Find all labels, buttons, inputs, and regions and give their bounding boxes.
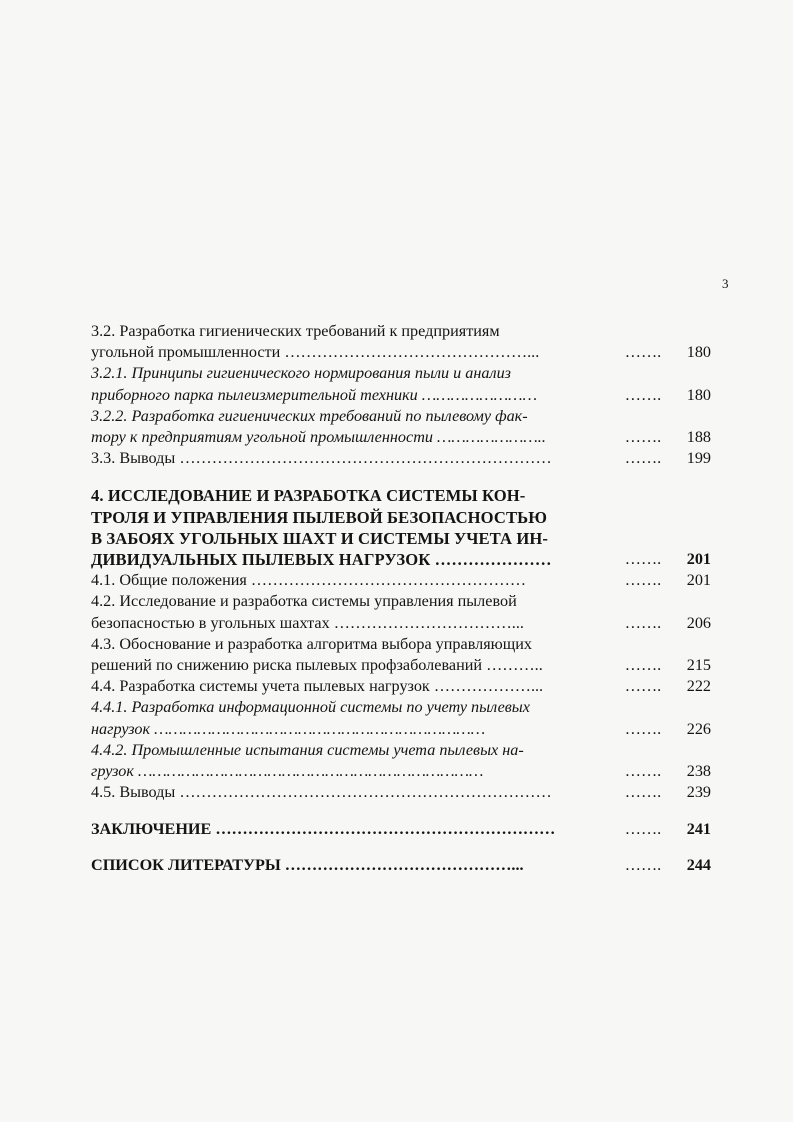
toc-entry-text: 4.4.2. Промышленные испытания системы учета пылевых на- bbox=[91, 740, 524, 759]
toc-leader: ……. bbox=[624, 343, 662, 362]
toc-entry-4-3[interactable] bbox=[91, 634, 711, 676]
toc-entry-text: 3.2.1. Принципы гигиенического нормирования пыли и анализ bbox=[91, 364, 511, 383]
toc-entry-3-2-2[interactable] bbox=[91, 406, 711, 448]
toc-leader: ……. bbox=[624, 571, 662, 590]
toc-leader: ……. bbox=[624, 719, 662, 738]
toc-entry-text: ЗАКЛЮЧЕНИЕ ……………………………………………………… bbox=[91, 820, 556, 839]
toc-page-number: 201 bbox=[686, 550, 711, 569]
toc-entry-4-5[interactable] bbox=[91, 782, 711, 803]
toc-leader: ……. bbox=[624, 550, 662, 569]
toc-entry-3-2[interactable] bbox=[91, 321, 711, 363]
toc-entry-3-3[interactable] bbox=[91, 448, 711, 469]
toc-leader: ……. bbox=[624, 820, 662, 839]
toc-leader: ……. bbox=[624, 855, 662, 874]
toc-entry-references[interactable] bbox=[91, 855, 711, 876]
toc-entry-text: решений по снижению риска пылевых профзаболеваний ……….. bbox=[91, 656, 543, 675]
toc-page-number: 215 bbox=[686, 656, 711, 675]
toc-entry-text: безопасностью в угольных шахтах ……………………………... bbox=[91, 613, 524, 632]
toc-page-number: 226 bbox=[686, 719, 711, 738]
toc-entry-text: 3.2.2. Разработка гигиенических требований по пылевому фак- bbox=[91, 406, 528, 425]
toc-page-number: 201 bbox=[686, 571, 711, 590]
toc-entry-text: 4.4.1. Разработка информационной системы по учету пылевых bbox=[91, 698, 530, 717]
toc-page-number: 206 bbox=[686, 613, 711, 632]
toc-entry-conclusion[interactable] bbox=[91, 819, 711, 840]
toc-entry-3-2-1[interactable] bbox=[91, 363, 711, 405]
toc-entry-text: нагрузок …………………………………………………………… bbox=[91, 719, 486, 738]
toc-page-number: 180 bbox=[686, 385, 711, 404]
toc-page-number: 180 bbox=[686, 343, 711, 362]
toc-page-number: 239 bbox=[686, 783, 711, 802]
toc-page-number: 199 bbox=[686, 449, 711, 468]
toc-entry-text: 4.5. Выводы …………………………………………………………… bbox=[91, 783, 552, 802]
toc-entry-text: 4.3. Обоснование и разработка алгоритма выбора управляющих bbox=[91, 634, 532, 653]
toc-entry-text: ТРОЛЯ И УПРАВЛЕНИЯ ПЫЛЕВОЙ БЕЗОПАСНОСТЬЮ bbox=[91, 507, 547, 527]
toc-leader: ……. bbox=[624, 783, 662, 802]
toc-entry-text: 3.3. Выводы …………………………………………………………… bbox=[91, 449, 552, 468]
toc-entry-4-4-2[interactable] bbox=[91, 740, 711, 782]
toc-entry-text: тору к предприятиям угольной промышленности ………………….. bbox=[91, 428, 546, 447]
toc-page-number: 241 bbox=[686, 820, 711, 839]
toc-entry-text: 4.4. Разработка системы учета пылевых нагрузок ………………... bbox=[91, 677, 544, 696]
toc-leader: ……. bbox=[624, 613, 662, 632]
page-number: 3 bbox=[722, 276, 729, 291]
toc-entry-text: 4. ИССЛЕДОВАНИЕ И РАЗРАБОТКА СИСТЕМЫ КОН- bbox=[91, 486, 526, 506]
toc-entry-text: приборного парка пылеизмерительной техники …………………… bbox=[91, 385, 537, 404]
toc-leader: ……. bbox=[624, 677, 662, 696]
toc-chapter-4[interactable] bbox=[91, 485, 711, 570]
toc-entry-text: 4.2. Исследование и разработка системы управления пылевой bbox=[91, 592, 517, 611]
toc-entry-text: 4.1. Общие положения …………………………………………… bbox=[91, 571, 527, 590]
toc-entry-4-4-1[interactable] bbox=[91, 697, 711, 739]
toc-entry-text: грузок ……………………………………………………………… bbox=[91, 762, 484, 781]
toc-page-number: 222 bbox=[686, 677, 711, 696]
toc-entry-4-2[interactable] bbox=[91, 591, 711, 633]
toc-entry-text: 3.2. Разработка гигиенических требований к предприятиям bbox=[91, 322, 500, 340]
toc-entry-text: угольной промышленности ………………………………………... bbox=[91, 343, 540, 362]
toc-leader: ……. bbox=[624, 656, 662, 675]
toc-page-number: 244 bbox=[686, 855, 711, 874]
toc-leader: ……. bbox=[624, 385, 662, 404]
toc-entry-4-4[interactable] bbox=[91, 676, 711, 697]
toc-leader: ……. bbox=[624, 762, 662, 781]
toc-entry-text: В ЗАБОЯХ УГОЛЬНЫХ ШАХТ И СИСТЕМЫ УЧЕТА ИН- bbox=[91, 528, 548, 548]
toc-leader: ……. bbox=[624, 428, 662, 447]
toc-entry-4-1[interactable] bbox=[91, 570, 711, 591]
toc-page-number: 238 bbox=[686, 762, 711, 781]
toc-entry-text: СПИСОК ЛИТЕРАТУРЫ ……………………………………... bbox=[91, 855, 524, 874]
table-of-contents bbox=[91, 321, 711, 876]
toc-leader: ……. bbox=[624, 449, 662, 468]
toc-page-number: 188 bbox=[686, 428, 711, 447]
toc-entry-text: ДИВИДУАЛЬНЫХ ПЫЛЕВЫХ НАГРУЗОК ………………… bbox=[91, 550, 552, 570]
